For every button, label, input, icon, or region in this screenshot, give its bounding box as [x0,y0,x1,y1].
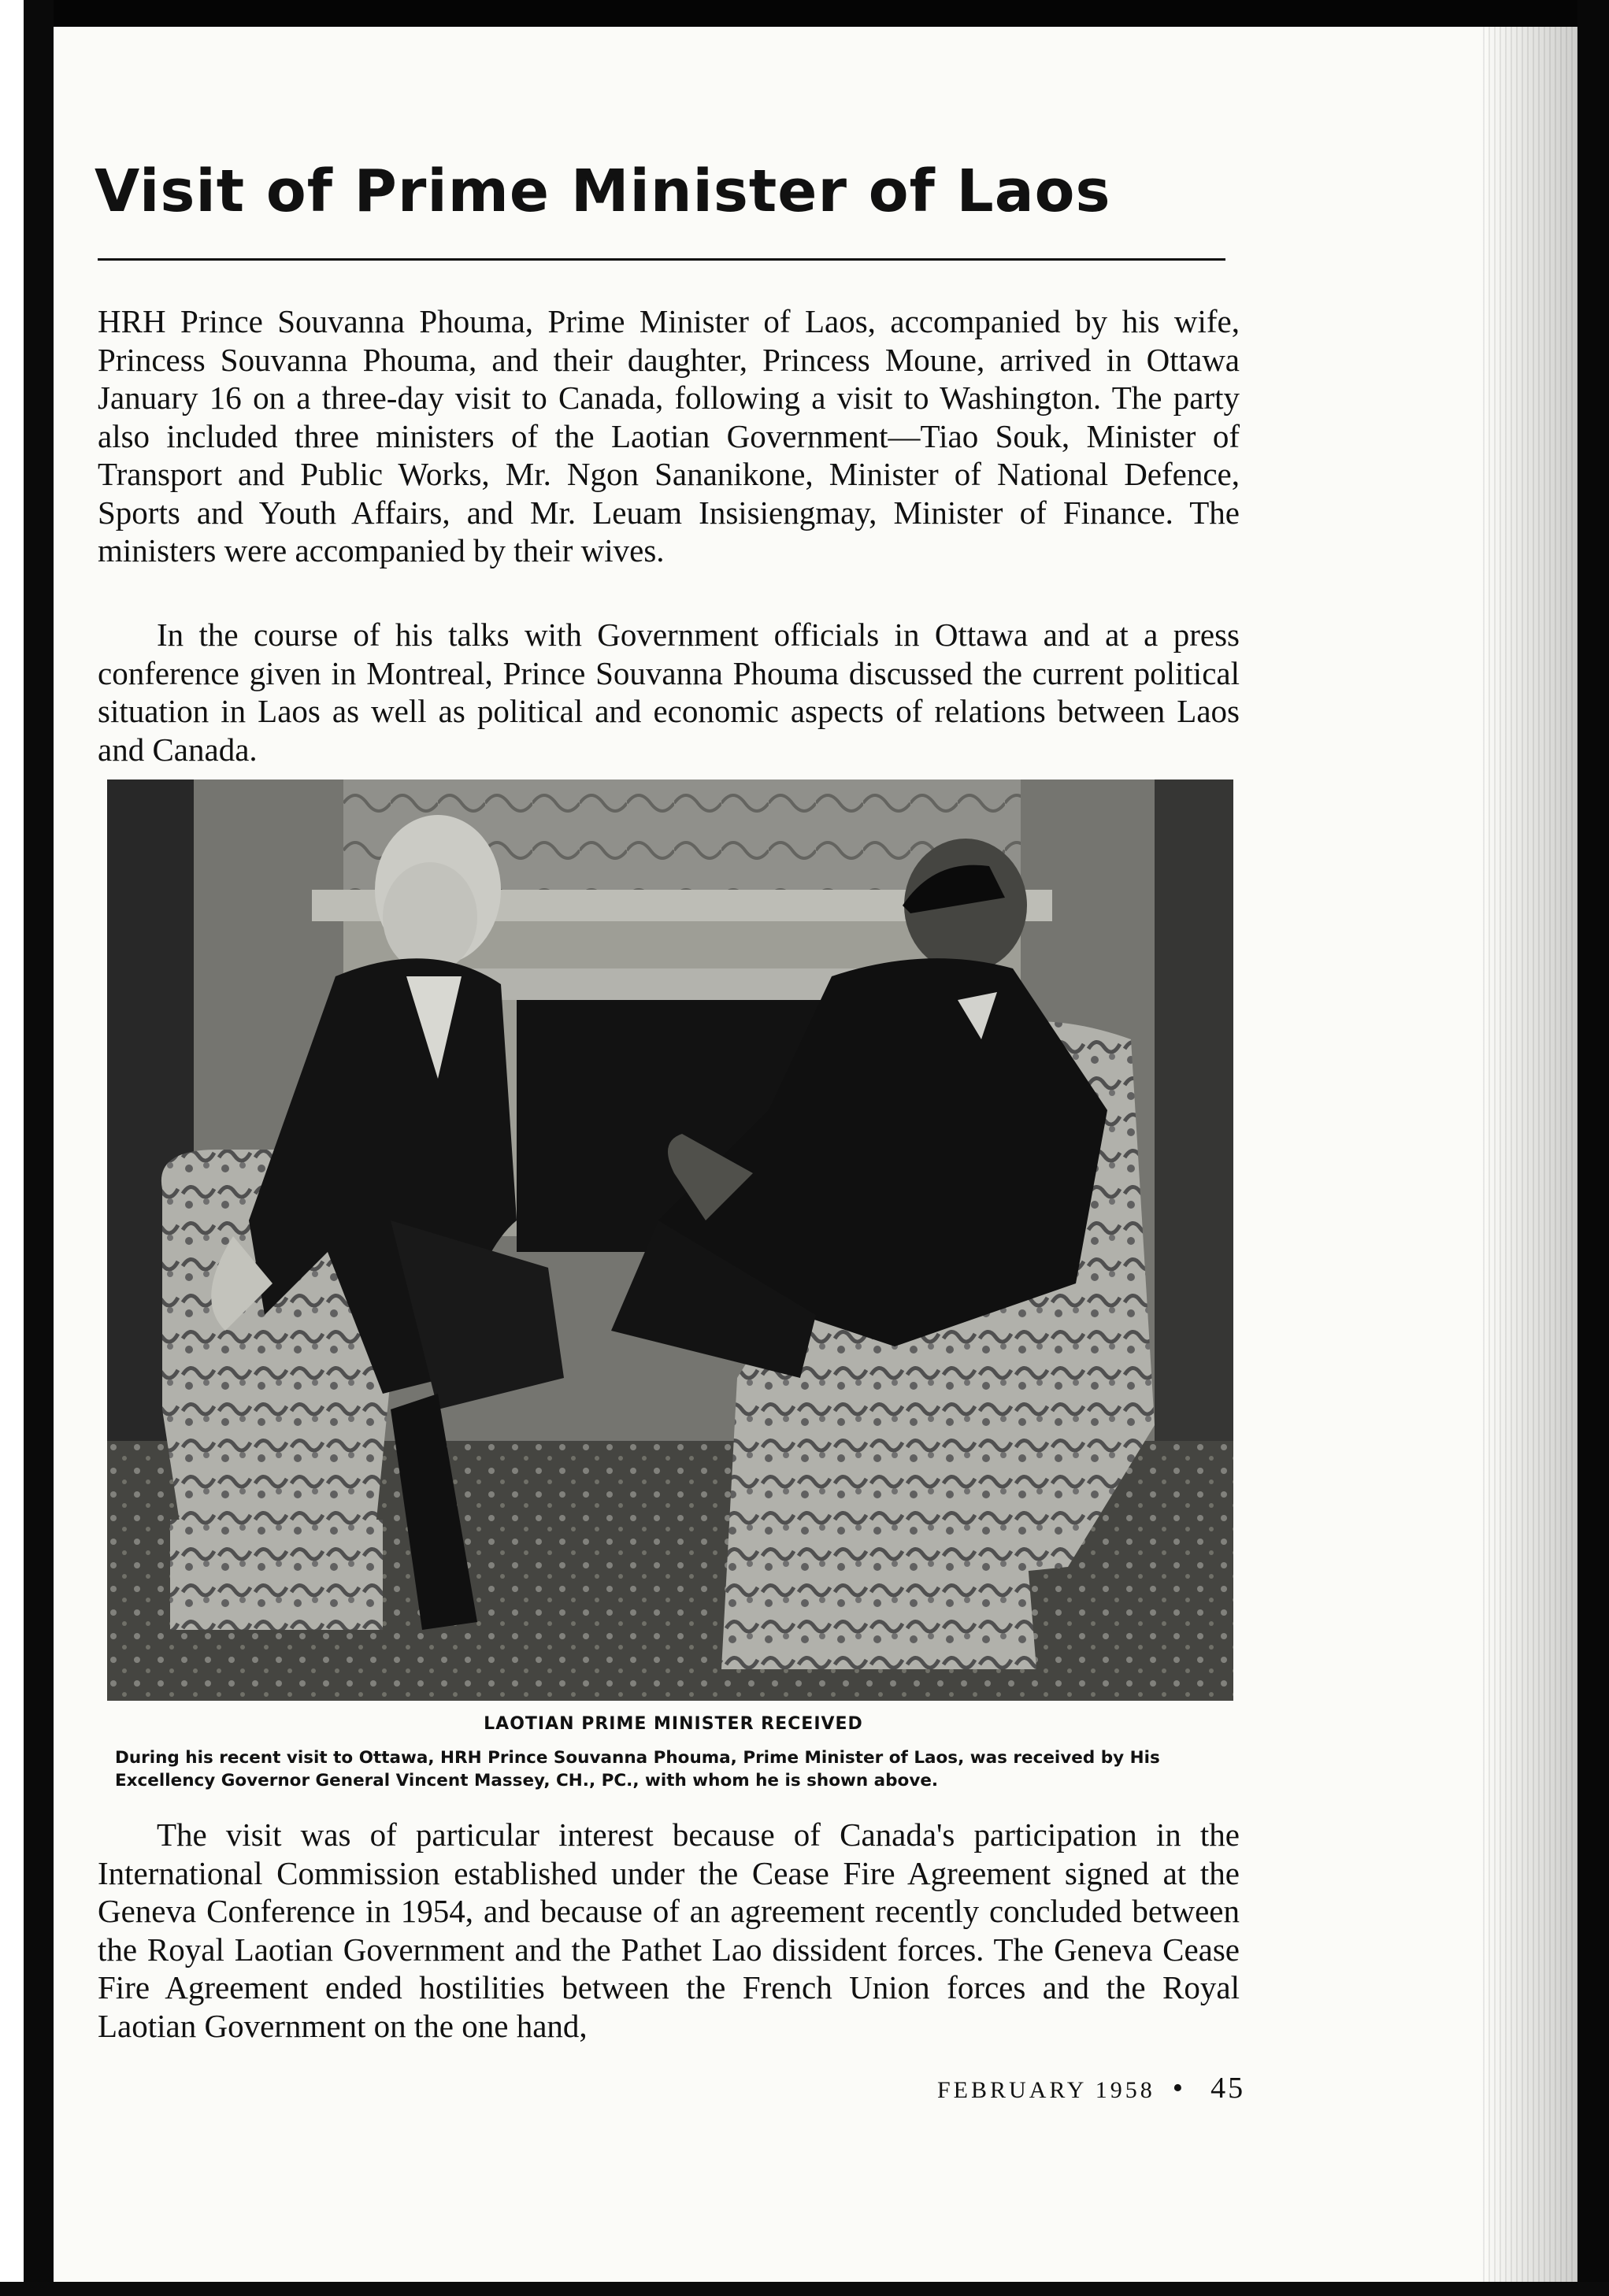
footer-separator: • [1172,2072,1186,2105]
article-paragraph-1: HRH Prince Souvanna Phouma, Prime Minister of Laos, accompanied by his wife, Princess Souvanna Phouma, and their daughter, Princess Moune, arrived in Ottawa January 16 on a three-day visit to Canada, following a visit to Washington. The party also included three ministers of the Laotian Government—Tiao Souk, Minister of Transport and Public Works, Mr. Ngon Sananikone, Minister of National Defence, Sports and Youth Affairs, and Mr. Leuam Insisiengmay, Minister of Finance. The ministers were accompanied by their wives. [98,303,1240,568]
article-paragraph-2: In the course of his talks with Government officials in Ottawa and at a press conference given in Montreal, Prince Souvanna Phouma discussed the current political situation in Laos as well as political and economic aspects of relations between Laos and Canada. [98,617,1240,768]
scan-border-right [1577,0,1609,2296]
binding-edge [1483,27,1577,2282]
article-photo [107,780,1233,1701]
issue-date: FEBRUARY 1958 [937,2077,1155,2103]
photo-caption-title: LAOTIAN PRIME MINISTER RECEIVED [484,1714,863,1734]
page-footer [937,2071,1245,2105]
article-title: Visit of Prime Minister of Laos [95,157,1111,225]
scan-border-top [0,0,1609,27]
scan-border-left [0,0,54,2296]
photo-caption-body: During his recent visit to Ottawa, HRH Prince Souvanna Phouma, Prime Minister of Laos, was received by His Excellency Governor General Vincent Massey, CH., PC., with whom he is shown above. [115,1748,1160,1791]
page-number: 45 [1210,2072,1246,2105]
scan-border-bottom [0,2282,1609,2296]
article-paragraph-3: The visit was of particular interest because of Canada's participation in the International Commission established under the Cease Fire Agreement signed at the Geneva Conference in 1954, and because of an agreement recently concluded between the Royal Laotian Government and the Pathet Lao dissident forces. The Geneva Cease Fire Agreement ended hostilities between the French Union forces and the Royal Laotian Government on the one hand, [98,1816,1240,2044]
title-divider [98,258,1225,261]
